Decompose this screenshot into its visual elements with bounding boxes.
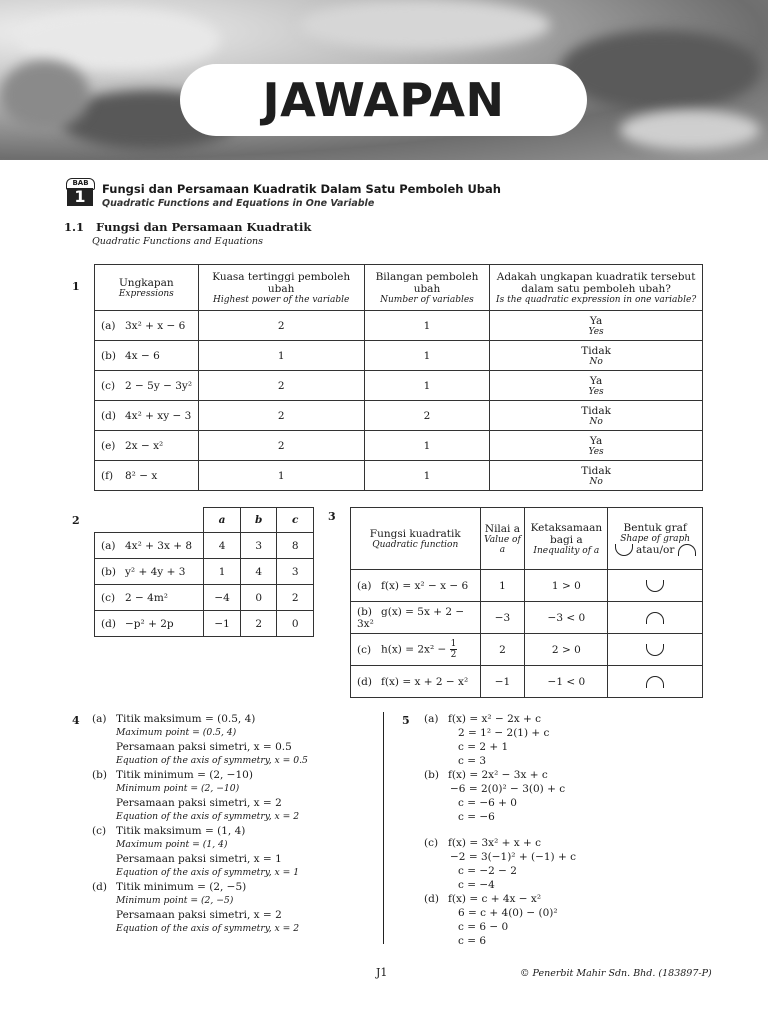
section-heading	[64, 220, 311, 234]
q4-part: (d) Titik minimum = (2, −5) Minimum point = (2, −5) Persamaan paksi simetri, x = 2 Equation of the axis of symmetry, x = 2	[92, 881, 300, 934]
header-cell: a	[204, 508, 241, 533]
q5-part: (d) f(x) = c + 4x − x² 6 = c + 4(0) − (0)² c = 6 − 0 c = 6	[424, 893, 558, 947]
header-cell: Bilangan pemboleh ubah Number of variables	[364, 265, 489, 311]
answer-cell: Ya Yes	[490, 431, 703, 461]
expression-cell: (d) −p² + 2p	[95, 611, 204, 637]
title-pill	[180, 64, 587, 136]
function-cell: (d) f(x) = x + 2 − x²	[351, 666, 481, 698]
answer-cell: Tidak No	[490, 341, 703, 371]
header-cell: Nilai a Value of a	[480, 508, 525, 570]
inequality-cell: 1 > 0	[525, 570, 608, 602]
answer-cell: Tidak No	[490, 401, 703, 431]
a-cell: 4	[204, 533, 241, 559]
page-number: J1	[376, 966, 388, 979]
page-title: JAWAPAN	[262, 73, 505, 127]
inequality-cell: −1 < 0	[525, 666, 608, 698]
b-cell: 0	[240, 585, 277, 611]
shape-legend: atau/or	[608, 544, 702, 556]
vars-cell: 2	[364, 401, 489, 431]
expression-cell: (c) 2 − 4m²	[95, 585, 204, 611]
q4-part: (c) Titik maksimum = (1, 4) Maximum point = (1, 4) Persamaan paksi simetri, x = 1 Equation of the axis of symmetry, x = 1	[92, 825, 300, 878]
q4-answers	[92, 712, 308, 936]
c-cell: 8	[277, 533, 314, 559]
vars-cell: 1	[364, 371, 489, 401]
expression-cell: (c) 2 − 5y − 3y²	[95, 371, 199, 401]
header-cell: Ketaksamaan bagi a Inequality of a	[525, 508, 608, 570]
function-cell: (b) g(x) = 5x + 2 − 3x²	[351, 602, 481, 634]
q4-part: (a) Titik maksimum = (0.5, 4) Maximum point = (0.5, 4) Persamaan paksi simetri, x = 0.5 Equation of the axis of symmetry, x = 0.5	[92, 713, 308, 766]
vars-cell: 1	[364, 431, 489, 461]
q5-part: (a) f(x) = x² − 2x + c 2 = 1² − 2(1) + c c = 2 + 1 c = 3	[424, 713, 550, 767]
b-cell: 4	[240, 559, 277, 585]
shape-cell	[608, 634, 703, 666]
question-number-1: 1	[72, 280, 80, 293]
header-cell: b	[240, 508, 277, 533]
c-cell: 3	[277, 559, 314, 585]
table-row	[95, 341, 703, 371]
question-number-3: 3	[328, 510, 336, 523]
chapter-badge	[66, 178, 94, 208]
table-row	[351, 666, 703, 698]
expression-cell: (d) 4x² + xy − 3	[95, 401, 199, 431]
inequality-cell: 2 > 0	[525, 634, 608, 666]
q2-table	[94, 507, 314, 637]
b-cell: 3	[240, 533, 277, 559]
table-header-row	[351, 508, 703, 570]
parabola-min-icon	[646, 580, 664, 592]
expression-cell: (b) y² + 4y + 3	[95, 559, 204, 585]
section-number: 1.1	[64, 220, 85, 234]
column-divider	[383, 712, 384, 944]
question-number-2: 2	[72, 514, 80, 527]
value-cell: 1	[480, 570, 525, 602]
b-cell: 2	[240, 611, 277, 637]
power-cell: 2	[198, 401, 364, 431]
q5-part: (b) f(x) = 2x² − 3x + c −6 = 2(0)² − 3(0) + c c = −6 + 0 c = −6	[424, 769, 566, 823]
a-cell: −4	[204, 585, 241, 611]
section-title: Fungsi dan Persamaan Kuadratik	[96, 220, 312, 234]
c-cell: 2	[277, 585, 314, 611]
q5-answers	[424, 712, 576, 948]
value-cell: 2	[480, 634, 525, 666]
expression-cell: (a) 3x² + x − 6	[95, 311, 199, 341]
table-row	[95, 431, 703, 461]
shape-cell	[608, 570, 703, 602]
section-subtitle: Quadratic Functions and Equations	[92, 236, 264, 247]
chapter-title: Fungsi dan Persamaan Kuadratik Dalam Satu Pemboleh Ubah	[102, 182, 501, 196]
parabola-max-icon	[678, 544, 696, 556]
table-row	[95, 371, 703, 401]
expression-cell: (f) 8² − x	[95, 461, 199, 491]
table-row	[351, 570, 703, 602]
function-cell: (c) h(x) = 2x² − $\frac{1}{2}$	[351, 634, 481, 666]
copyright: © Penerbit Mahir Sdn. Bhd. (183897-P)	[520, 968, 712, 979]
table-row	[95, 533, 314, 559]
header-cell: Adakah ungkapan kuadratik tersebut dalam satu pemboleh ubah? Is the quadratic expression in one variable?	[490, 265, 703, 311]
chapter-subtitle: Quadratic Functions and Equations in One Variable	[102, 198, 375, 209]
q5-part: (c) f(x) = 3x² + x + c −2 = 3(−1)² + (−1) + c c = −2 − 2 c = −4	[424, 837, 577, 891]
q1-table	[94, 264, 703, 491]
function-cell: (a) f(x) = x² − x − 6	[351, 570, 481, 602]
power-cell: 1	[198, 461, 364, 491]
bab-number: 1	[67, 188, 93, 206]
table-row	[351, 602, 703, 634]
table-row	[95, 311, 703, 341]
shape-cell	[608, 666, 703, 698]
header-cell: Bentuk graf Shape of graph atau/or	[608, 508, 703, 570]
answer-cell: Ya Yes	[490, 371, 703, 401]
vars-cell: 1	[364, 341, 489, 371]
table-row	[95, 585, 314, 611]
table-row	[95, 559, 314, 585]
parabola-max-icon	[646, 676, 664, 688]
vars-cell: 1	[364, 311, 489, 341]
value-cell: −3	[480, 602, 525, 634]
table-row	[351, 634, 703, 666]
table-row	[95, 461, 703, 491]
shape-cell	[608, 602, 703, 634]
expression-cell: (e) 2x − x²	[95, 431, 199, 461]
expression-cell: (a) 4x² + 3x + 8	[95, 533, 204, 559]
power-cell: 2	[198, 371, 364, 401]
fraction: $\frac{1}{2}$	[450, 639, 457, 660]
parabola-min-icon	[646, 644, 664, 656]
table-header-row	[95, 508, 314, 533]
header-cell: Ungkapan Expressions	[95, 265, 199, 311]
power-cell: 2	[198, 311, 364, 341]
header-cell: Kuasa tertinggi pemboleh ubah Highest power of the variable	[198, 265, 364, 311]
answer-cell: Ya Yes	[490, 311, 703, 341]
power-cell: 1	[198, 341, 364, 371]
parabola-max-icon	[646, 612, 664, 624]
answer-cell: Tidak No	[490, 461, 703, 491]
q3-table	[350, 507, 703, 698]
vars-cell: 1	[364, 461, 489, 491]
q4-part: (b) Titik minimum = (2, −10) Minimum point = (2, −10) Persamaan paksi simetri, x = 2 Equation of the axis of symmetry, x = 2	[92, 769, 300, 822]
header-cell: c	[277, 508, 314, 533]
header-cell: Fungsi kuadratik Quadratic function	[351, 508, 481, 570]
a-cell: 1	[204, 559, 241, 585]
question-number-4: 4	[72, 714, 80, 727]
power-cell: 2	[198, 431, 364, 461]
table-row	[95, 401, 703, 431]
a-cell: −1	[204, 611, 241, 637]
c-cell: 0	[277, 611, 314, 637]
bab-tag: BAB	[66, 178, 95, 190]
inequality-cell: −3 < 0	[525, 602, 608, 634]
table-row	[95, 611, 314, 637]
parabola-min-icon	[615, 544, 633, 556]
table-header-row	[95, 265, 703, 311]
value-cell: −1	[480, 666, 525, 698]
expression-cell: (b) 4x − 6	[95, 341, 199, 371]
question-number-5: 5	[402, 714, 410, 727]
